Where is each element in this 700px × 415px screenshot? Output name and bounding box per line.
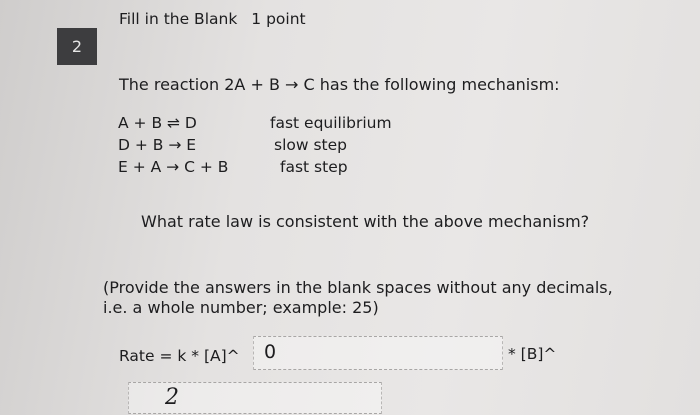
mechanism-step xyxy=(118,156,418,178)
question-type: Fill in the Blank xyxy=(119,10,238,28)
mechanism-equation: D + B → E xyxy=(118,136,197,154)
mechanism-equation: E + A → C + B xyxy=(118,158,229,176)
rate-law-middle: * [B]^ xyxy=(508,345,557,363)
question-number-badge: 2 xyxy=(57,28,97,65)
mechanism-note: fast equilibrium xyxy=(270,114,392,132)
question-ask: What rate law is consistent with the above mechanism? xyxy=(141,212,590,231)
order-b-input[interactable] xyxy=(128,382,382,414)
question-prompt: The reaction 2A + B → C has the following mechanism: xyxy=(119,75,560,94)
mechanism-equation: A + B ⇌ D xyxy=(118,114,197,132)
question-header xyxy=(119,10,306,28)
order-a-input[interactable] xyxy=(253,336,503,370)
mechanism-step xyxy=(118,134,418,156)
mechanism-list xyxy=(118,112,418,178)
order-a-value: 0 xyxy=(264,341,277,363)
order-b-value: 2 xyxy=(165,385,179,410)
rate-law-prefix: Rate = k * [A]^ xyxy=(119,347,240,365)
question-points: 1 point xyxy=(251,10,306,28)
mechanism-note: slow step xyxy=(274,136,347,154)
instruction-line: i.e. a whole number; example: 25) xyxy=(103,298,379,317)
answer-instruction xyxy=(103,278,683,318)
instruction-line: (Provide the answers in the blank spaces without any decimals, xyxy=(103,278,613,297)
mechanism-note: fast step xyxy=(280,158,348,176)
mechanism-step xyxy=(118,112,418,134)
